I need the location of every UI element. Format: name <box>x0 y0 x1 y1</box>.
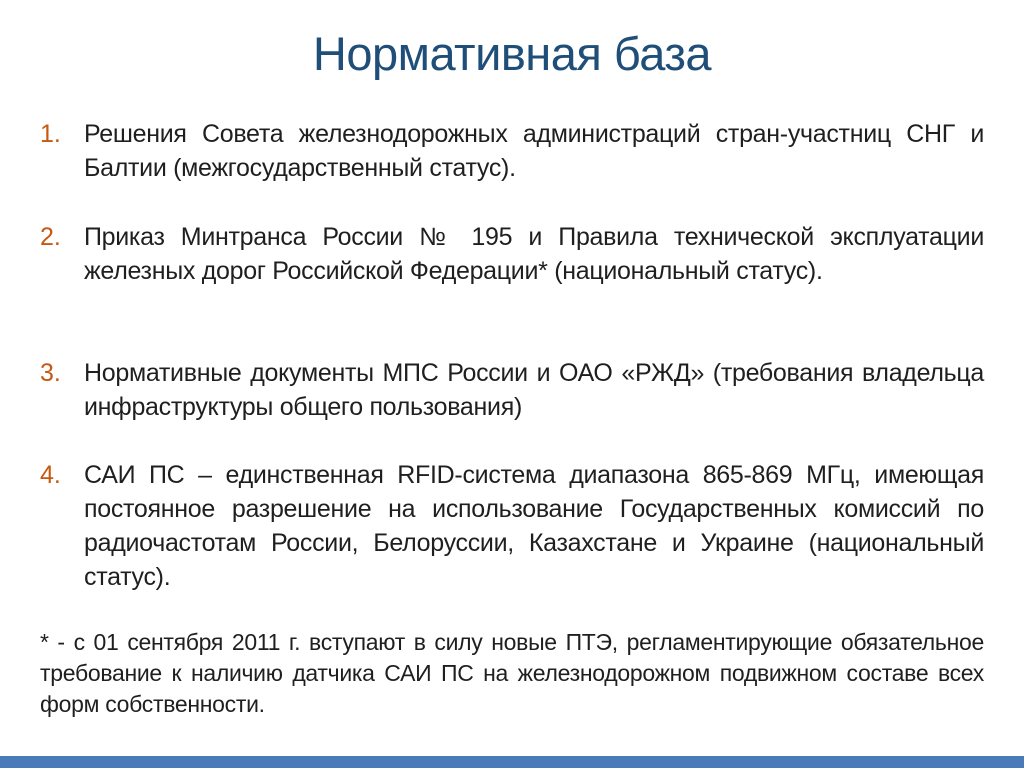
list-item <box>40 117 984 185</box>
list-item <box>40 356 984 424</box>
list-item <box>40 458 984 594</box>
list-item-text: САИ ПС – единственная RFID-система диапазона 865-869 МГц, имеющая постоянное разрешение на использование Государственных комиссий по радиочастотам России, Белоруссии, Казахстане и Украине (национальный статус). <box>84 461 984 591</box>
list-item-text: Нормативные документы МПС России и ОАО «РЖД» (требования владельца инфраструктуры общего пользования) <box>84 359 984 421</box>
footnote: * - с 01 сентября 2011 г. вступают в силу новые ПТЭ, регламентирующие обязательное требование к наличию датчика САИ ПС на железнодорожном подвижном составе всех форм собственности. <box>40 629 984 717</box>
bottom-decorative-bar <box>0 756 1024 768</box>
list-item-number: 2. <box>40 223 61 251</box>
list-item-number: 1. <box>40 120 61 148</box>
list-item-text: Приказ Минтранса России № 195 и Правила технической эксплуатации железных дорог Российской Федерации* (национальный статус). <box>84 223 984 285</box>
list-item-text: Решения Совета железнодорожных администраций стран-участниц СНГ и Балтии (межгосударственный статус). <box>84 120 984 182</box>
list-item <box>40 220 984 288</box>
page-title: Нормативная база <box>312 27 712 80</box>
list-item-number: 3. <box>40 359 61 387</box>
list-item-number: 4. <box>40 461 61 489</box>
